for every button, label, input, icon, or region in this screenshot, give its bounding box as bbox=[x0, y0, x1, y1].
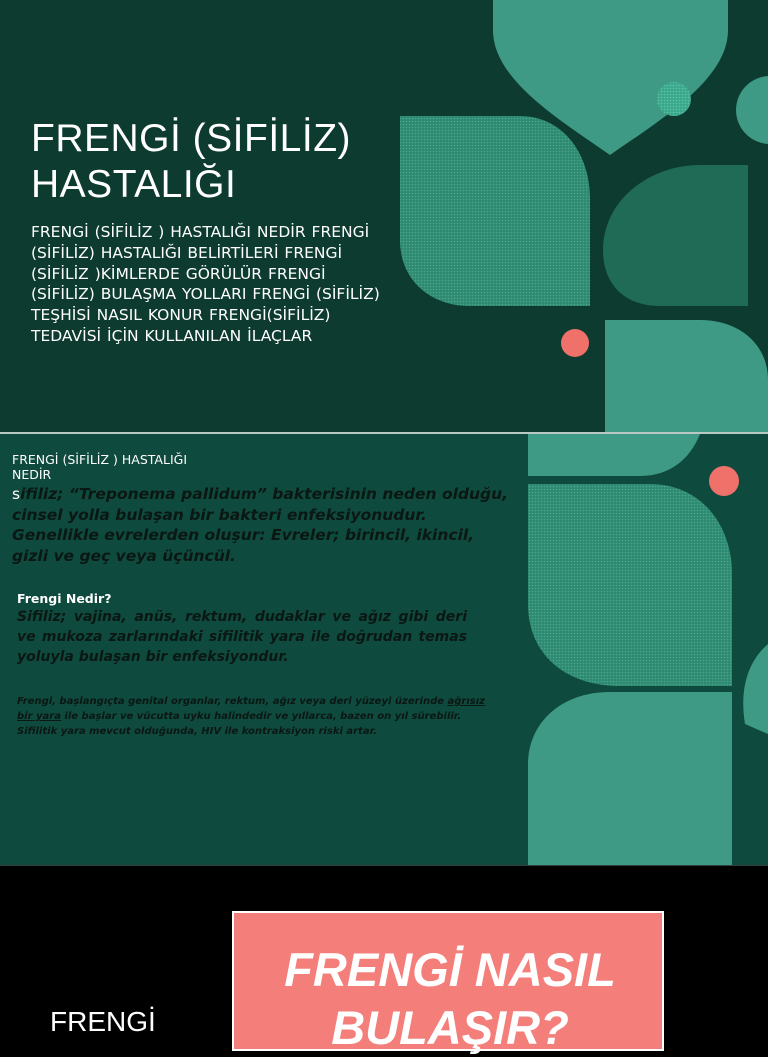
slide-heading bbox=[12, 452, 212, 482]
box-title bbox=[234, 941, 666, 1057]
paragraph-text: ifiliz; “Treponema pallidum” bakterisinin neden olduğu, cinsel yolla bulaşan bir bakteri enfeksiyonudur. Genellikle evrelerden oluşur: Evreler; birincil, ikincil, gizli ve geç veya üçüncül. bbox=[12, 485, 509, 565]
title-line: FRENGİ (SİFİLİZ) bbox=[31, 117, 351, 160]
leaf-shape bbox=[528, 692, 732, 865]
slide-3 bbox=[0, 866, 768, 1054]
definition-paragraph bbox=[12, 484, 510, 566]
paragraph-lead: s bbox=[12, 485, 21, 503]
leaf-shape bbox=[528, 434, 700, 476]
slide-contents: FRENGİ (SİFİLİZ ) HASTALIĞI NEDİR FRENGİ (SİFİLİZ) HASTALIĞI BELİRTİLERİ FRENGİ (SİFİLİZ )KİMLERDE GÖRÜLÜR FRENGİ (SİFİLİZ) BULAŞMA YOLLARI FRENGİ (SİFİLİZ) TEŞHİSİ NASIL KONUR FRENGİ(SİFİLİZ) TEDAVİSİ İÇİN KULLANILAN İLAÇLAR bbox=[31, 223, 380, 345]
title-box bbox=[232, 911, 664, 1054]
side-text: FRENGİ bbox=[50, 1006, 156, 1037]
heading-line: NEDİR bbox=[12, 467, 52, 482]
subheading: Frengi Nedir? bbox=[17, 591, 112, 606]
paragraph-text: Frengi, başlangıçta genital organlar, rektum, ağız veya deri yüzeyi üzerinde bbox=[17, 696, 448, 707]
leaf-shape bbox=[528, 484, 732, 686]
box-title-line: BULAŞIR? bbox=[331, 1001, 569, 1054]
detail-paragraph bbox=[17, 694, 495, 739]
coral-dot bbox=[709, 466, 739, 496]
paragraph-text: ile başlar ve vücutta uyku halindedir ve yıllarca, bazen on yıl sürebilir. Sifilitik yara mevcut olduğunda, HIV ile kontraksiyon riski artar. bbox=[17, 711, 462, 737]
leaf-shape bbox=[743, 644, 768, 734]
leaf-decoration bbox=[0, 0, 768, 432]
leaf-shape bbox=[605, 320, 768, 432]
leaf-shape bbox=[400, 116, 590, 306]
dot-circle bbox=[736, 76, 768, 144]
underlined-link[interactable]: ağrısız bir yara bbox=[17, 696, 485, 722]
slide-2 bbox=[0, 434, 768, 865]
box-title-line: FRENGİ NASIL bbox=[284, 943, 616, 996]
leaf-shape bbox=[603, 165, 748, 306]
coral-dot bbox=[561, 329, 589, 357]
title-line: HASTALIĞI bbox=[31, 163, 237, 206]
description-paragraph: Sifiliz; vajina, anüs, rektum, dudaklar ve ağız gibi deri ve mukoza zarlarındaki sifilitik yara ile doğrudan temas yoluyla bulaşan bir enfeksiyondur. bbox=[17, 609, 467, 665]
slide-title bbox=[31, 116, 391, 208]
dot-circle bbox=[657, 82, 691, 116]
heading-line: FRENGİ (SİFİLİZ ) HASTALIĞI bbox=[12, 452, 188, 467]
slide-1 bbox=[0, 0, 768, 432]
